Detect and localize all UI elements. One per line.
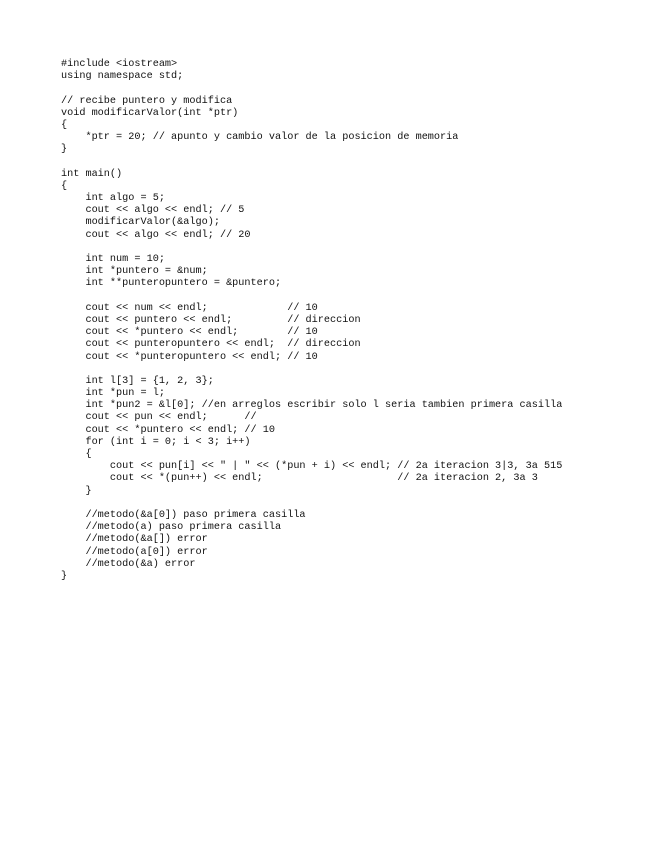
code-line: int *pun2 = &l[0]; //en arreglos escribir solo l seria tambien primera casilla <box>61 400 563 412</box>
code-line: #include <iostream> <box>61 59 178 70</box>
code-line: cout << punteropuntero << endl; // direccion <box>61 339 361 351</box>
code-line: int main() <box>61 168 123 180</box>
code-line: { <box>61 119 68 131</box>
code-line: cout << *puntero << endl; // 10 <box>61 424 275 436</box>
code-line: //metodo(a[0]) error <box>61 546 208 558</box>
code-line: } <box>61 144 68 156</box>
code-line: { <box>61 449 92 460</box>
code-line: int **punteropuntero = &puntero; <box>61 278 282 290</box>
code-line: cout << algo << endl; // 5 <box>61 205 245 217</box>
code-line: //metodo(&a) error <box>61 558 196 570</box>
code-line: int num = 10; <box>61 254 165 265</box>
code-line: cout << pun << endl; // <box>61 412 257 424</box>
code-line: int l[3] = {1, 2, 3}; <box>61 375 214 387</box>
code-line: //metodo(&a[0]) paso primera casilla <box>61 509 306 521</box>
code-line <box>61 364 562 376</box>
code-line: cout << *punteropuntero << endl; // 10 <box>61 351 318 363</box>
code-line: void modificarValor(int *ptr) <box>61 107 239 119</box>
code-line: int algo = 5; <box>61 193 165 205</box>
code-line: { <box>61 180 68 192</box>
code-line <box>61 157 562 169</box>
code-line: using namespace std; <box>61 71 184 83</box>
code-line: for (int i = 0; i < 3; i++) <box>61 436 251 448</box>
code-line: cout << *(pun++) << endl; // 2a iteracion 2, 3a 3 <box>61 473 538 485</box>
code-listing <box>61 59 562 583</box>
code-line: int *puntero = &num; <box>61 266 208 278</box>
code-line <box>61 242 562 254</box>
code-line <box>61 291 562 303</box>
code-line: cout << puntero << endl; // direccion <box>61 314 361 326</box>
code-line <box>61 83 562 95</box>
code-line: modificarValor(&algo); <box>61 217 220 229</box>
code-line: cout << num << endl; // 10 <box>61 302 318 314</box>
code-line: // recibe puntero y modifica <box>61 95 233 107</box>
code-line: int *pun = l; <box>61 388 165 400</box>
code-line: } <box>61 485 92 497</box>
code-line: //metodo(a) paso primera casilla <box>61 522 282 534</box>
code-line: cout << algo << endl; // 20 <box>61 229 251 241</box>
code-line: *ptr = 20; // apunto y cambio valor de la posicion de memoria <box>61 132 459 144</box>
code-line: cout << pun[i] << " | " << (*pun + i) << endl; // 2a iteracion 3|3, 3a 515 <box>61 461 563 473</box>
code-line <box>61 498 562 510</box>
code-line: //metodo(&a[]) error <box>61 534 208 546</box>
code-line: } <box>61 570 68 582</box>
code-line: cout << *puntero << endl; // 10 <box>61 327 318 339</box>
